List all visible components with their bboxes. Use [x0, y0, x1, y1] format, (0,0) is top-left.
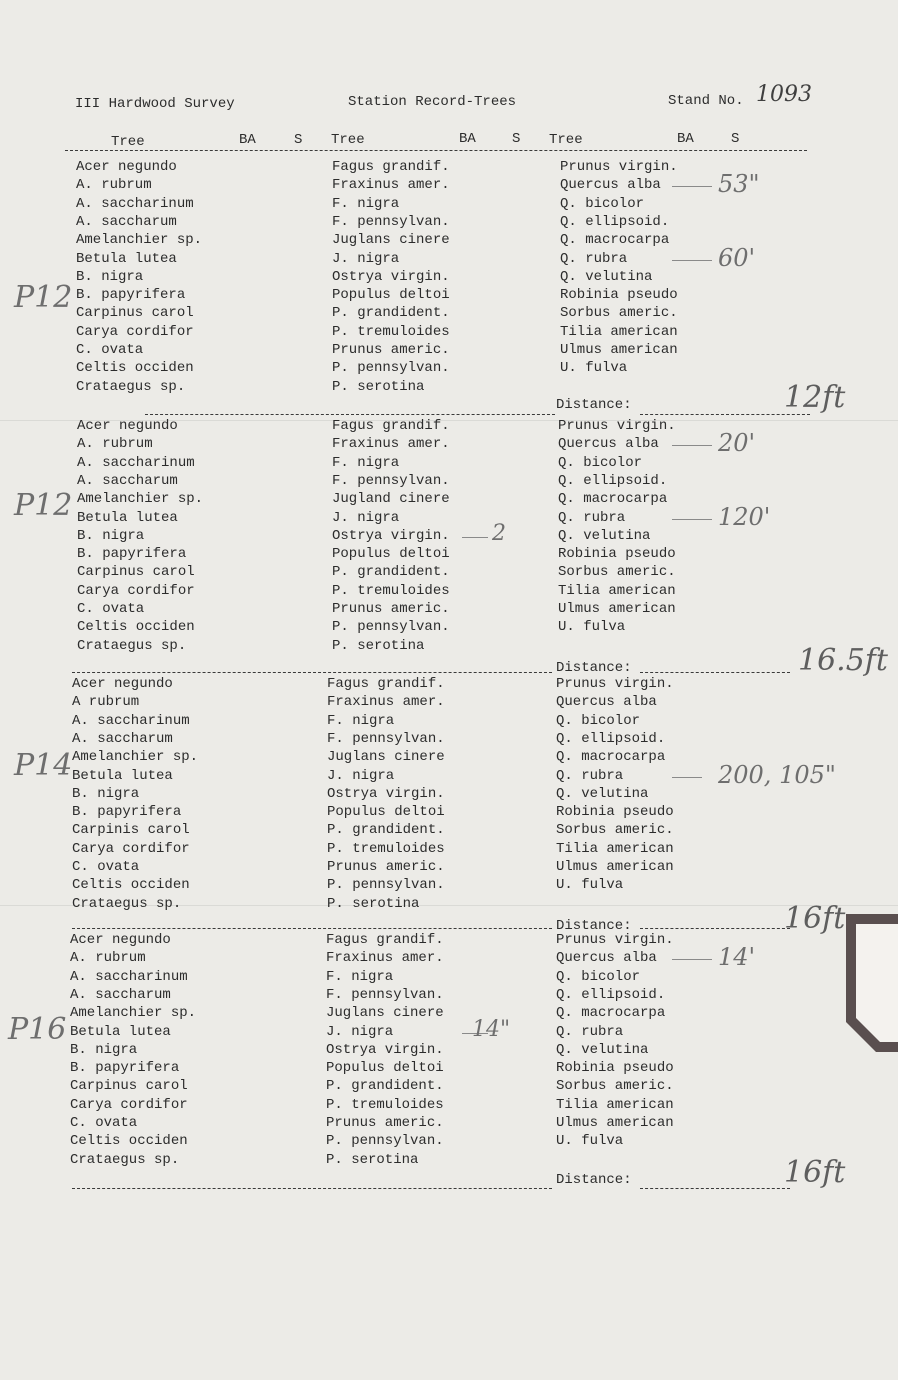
species-entry: Prunus americ.: [332, 342, 450, 358]
species-entry: P. grandident.: [327, 822, 445, 839]
species-entry: Carpinus carol: [70, 1078, 188, 1095]
species-entry: Sorbus americ.: [560, 305, 678, 322]
species-entry: P. pennsylvan.: [326, 1133, 444, 1150]
species-entry: Ostrya virgin.: [332, 527, 450, 544]
species-entry: Prunus virgin.: [558, 418, 676, 434]
species-entry: Betula lutea: [76, 250, 177, 267]
species-entry: Q. velutina: [556, 1041, 649, 1058]
species-entry: Q. ellipsoid.: [556, 730, 666, 747]
section-divider: [72, 1188, 552, 1189]
annotation-leader: [672, 777, 702, 778]
species-entry: Q. ellipsoid.: [560, 213, 670, 230]
species-entry: Betula lutea: [72, 767, 173, 784]
species-entry: Fagus grandif.: [332, 418, 450, 434]
species-entry: Sorbus americ.: [558, 564, 676, 581]
col-header-ba: BA: [239, 132, 256, 148]
species-entry: C. ovata: [70, 1115, 138, 1131]
species-entry: Q. bicolor: [556, 968, 641, 985]
species-entry: Amelanchier sp.: [72, 749, 199, 766]
species-entry: B. papyrifera: [72, 804, 182, 821]
species-entry: Fraxinus amer.: [326, 950, 444, 967]
col-header-ba: BA: [459, 131, 476, 147]
species-entry: Crataegus sp.: [72, 895, 182, 912]
distance-label: Distance:: [556, 397, 632, 413]
species-entry: A. saccharum: [77, 472, 178, 489]
species-entry: Carpinis carol: [72, 822, 190, 839]
col-header-s: S: [731, 131, 740, 147]
species-entry: Prunus virgin.: [560, 159, 678, 175]
species-entry: P. pennsylvan.: [332, 619, 450, 636]
species-entry: P. serotina: [332, 637, 425, 654]
species-entry: Ulmus american: [556, 859, 674, 875]
species-entry: Robinia pseudo: [558, 546, 676, 563]
species-entry: Populus deltoi: [327, 804, 445, 821]
species-entry: Carya cordifor: [77, 582, 195, 599]
annotation-note: 120': [718, 502, 771, 531]
species-entry: F. nigra: [326, 968, 394, 985]
species-entry: Amelanchier sp.: [70, 1005, 197, 1022]
annotation-note: 53": [718, 170, 760, 199]
species-entry: Prunus americ.: [332, 601, 450, 617]
species-entry: Q. rubra: [560, 250, 628, 267]
species-entry: Acer negundo: [76, 159, 177, 175]
species-entry: Fagus grandif.: [327, 676, 445, 692]
annotation-note: 20': [718, 429, 756, 458]
species-entry: Fraxinus amer.: [332, 436, 450, 453]
species-entry: Tilia american: [556, 840, 674, 857]
distance-label: Distance:: [556, 660, 632, 676]
species-entry: Celtis occiden: [70, 1133, 188, 1150]
section-divider: [640, 672, 790, 673]
species-entry: Q. ellipsoid.: [556, 986, 666, 1003]
species-entry: A. rubrum: [77, 436, 153, 453]
species-entry: Sorbus americ.: [556, 1078, 674, 1095]
species-entry: Robinia pseudo: [556, 1060, 674, 1077]
species-entry: Populus deltoi: [326, 1060, 444, 1077]
species-entry: Q. bicolor: [556, 712, 641, 729]
annotation-leader: [462, 537, 488, 538]
distance-label: Distance:: [556, 1172, 632, 1188]
species-entry: Quercus alba: [556, 694, 657, 711]
species-entry: Q. macrocarpa: [560, 232, 670, 249]
annotation-leader: [672, 186, 712, 187]
species-entry: A. saccharinum: [76, 195, 194, 212]
section-divider: [72, 672, 552, 673]
distance-value: 12ft: [784, 380, 846, 415]
species-entry: A. saccharinum: [72, 712, 190, 729]
species-entry: Betula lutea: [77, 509, 178, 526]
species-entry: B. nigra: [76, 268, 144, 285]
annotation-leader: [672, 519, 712, 520]
section-divider: [145, 414, 555, 415]
species-entry: P. pennsylvan.: [332, 360, 450, 377]
species-entry: J. nigra: [327, 767, 395, 784]
species-entry: Carya cordifor: [72, 840, 190, 857]
species-entry: Carpinus carol: [76, 305, 194, 322]
species-entry: F. pennsylvan.: [332, 472, 450, 489]
species-entry: J. nigra: [332, 250, 400, 267]
stand-number: 1093: [756, 82, 812, 107]
species-entry: Q. macrocarpa: [556, 1005, 666, 1022]
species-entry: C. ovata: [77, 601, 145, 617]
col-header-tree: Tree: [111, 134, 145, 150]
species-entry: Q. macrocarpa: [556, 749, 666, 766]
species-entry: B. nigra: [72, 785, 140, 802]
paper-clip-shadow: [842, 910, 898, 1056]
distance-value: 16.5ft: [798, 643, 888, 678]
species-entry: A. saccharum: [76, 213, 177, 230]
species-entry: Q. bicolor: [558, 454, 643, 471]
species-entry: Juglans cinere: [326, 1005, 444, 1022]
annotation-leader: [672, 445, 712, 446]
species-entry: Crataegus sp.: [70, 1151, 180, 1168]
species-entry: Jugland cinere: [332, 491, 450, 508]
species-entry: Amelanchier sp.: [77, 491, 204, 508]
plot-label: P12: [14, 280, 73, 315]
species-entry: Populus deltoi: [332, 546, 450, 563]
species-entry: Carya cordifor: [70, 1096, 188, 1113]
species-entry: Ulmus american: [558, 601, 676, 617]
species-entry: Ulmus american: [556, 1115, 674, 1131]
species-entry: Tilia american: [556, 1096, 674, 1113]
species-entry: B. papyrifera: [76, 287, 186, 304]
distance-value: 16ft: [784, 901, 846, 936]
col-header-s: S: [294, 132, 303, 148]
section-divider: [640, 414, 810, 415]
species-entry: Q. velutina: [556, 785, 649, 802]
species-entry: Q. rubra: [556, 767, 624, 784]
species-entry: Ostrya virgin.: [332, 268, 450, 285]
species-entry: Ulmus american: [560, 342, 678, 358]
annotation-note: 2: [492, 520, 506, 546]
species-entry: Prunus virgin.: [556, 676, 674, 692]
species-entry: Betula lutea: [70, 1023, 171, 1040]
species-entry: A. rubrum: [70, 950, 146, 967]
plot-label: P14: [14, 748, 73, 783]
section-divider: [640, 1188, 790, 1189]
species-entry: P. serotina: [332, 378, 425, 395]
species-entry: Celtis occiden: [72, 877, 190, 894]
species-entry: Q. bicolor: [560, 195, 645, 212]
species-entry: Ostrya virgin.: [327, 785, 445, 802]
species-entry: Acer negundo: [70, 932, 171, 948]
species-entry: P. tremuloides: [326, 1096, 444, 1113]
species-entry: Prunus americ.: [326, 1115, 444, 1131]
species-entry: Sorbus americ.: [556, 822, 674, 839]
species-entry: J. nigra: [326, 1023, 394, 1040]
species-entry: P. grandident.: [332, 564, 450, 581]
species-entry: P. serotina: [326, 1151, 419, 1168]
species-entry: B. papyrifera: [77, 546, 187, 563]
species-entry: F. nigra: [327, 712, 395, 729]
annotation-leader: [672, 959, 712, 960]
stand-label: Stand No.: [668, 93, 744, 109]
species-entry: P. tremuloides: [332, 582, 450, 599]
species-entry: A rubrum: [72, 694, 140, 711]
species-entry: Q. rubra: [558, 509, 626, 526]
species-entry: Q. ellipsoid.: [558, 472, 668, 489]
plot-label: P12: [14, 488, 73, 523]
record-title: Station Record-Trees: [348, 94, 517, 110]
species-entry: P. pennsylvan.: [327, 877, 445, 894]
species-entry: A. saccharum: [70, 986, 171, 1003]
species-entry: Prunus americ.: [327, 859, 445, 875]
species-entry: Quercus alba: [558, 436, 659, 453]
species-entry: Tilia american: [558, 582, 676, 599]
species-entry: P. tremuloides: [332, 323, 450, 340]
col-header-ba: BA: [677, 131, 694, 147]
species-entry: Fagus grandif.: [326, 932, 444, 948]
species-entry: Q. velutina: [560, 268, 653, 285]
col-header-s: S: [512, 131, 521, 147]
species-entry: F. pennsylvan.: [332, 213, 450, 230]
species-entry: F. nigra: [332, 195, 400, 212]
species-entry: Q. rubra: [556, 1023, 624, 1040]
species-entry: P. grandident.: [332, 305, 450, 322]
species-entry: P. grandident.: [326, 1078, 444, 1095]
species-entry: Celtis occiden: [76, 360, 194, 377]
species-entry: U. fulva: [558, 619, 626, 636]
species-entry: Q. macrocarpa: [558, 491, 668, 508]
plot-label: P16: [8, 1012, 67, 1047]
species-entry: J. nigra: [332, 509, 400, 526]
species-entry: C. ovata: [72, 859, 140, 875]
species-entry: Quercus alba: [560, 177, 661, 194]
species-entry: A. saccharum: [72, 730, 173, 747]
species-entry: Celtis occiden: [77, 619, 195, 636]
col-header-tree: Tree: [331, 132, 365, 148]
annotation-note: 14": [472, 1016, 511, 1042]
distance-label: Distance:: [556, 918, 632, 934]
species-entry: P. tremuloides: [327, 840, 445, 857]
species-entry: Juglans cinere: [327, 749, 445, 766]
species-entry: Q. velutina: [558, 527, 651, 544]
species-entry: U. fulva: [556, 877, 624, 894]
col-header-tree: Tree: [549, 132, 583, 148]
annotation-leader: [672, 260, 712, 261]
species-entry: Ostrya virgin.: [326, 1041, 444, 1058]
species-entry: Fagus grandif.: [332, 159, 450, 175]
species-entry: F. pennsylvan.: [327, 730, 445, 747]
species-entry: Fraxinus amer.: [327, 694, 445, 711]
species-entry: Carpinus carol: [77, 564, 195, 581]
species-entry: Crataegus sp.: [77, 637, 187, 654]
species-entry: U. fulva: [556, 1133, 624, 1150]
species-entry: Fraxinus amer.: [332, 177, 450, 194]
species-entry: F. pennsylvan.: [326, 986, 444, 1003]
distance-value: 16ft: [784, 1155, 846, 1190]
species-entry: Robinia pseudo: [560, 287, 678, 304]
annotation-note: 14': [718, 943, 756, 972]
species-entry: B. nigra: [70, 1041, 138, 1058]
section-divider: [640, 928, 790, 929]
species-entry: F. nigra: [332, 454, 400, 471]
species-entry: B. papyrifera: [70, 1060, 180, 1077]
species-entry: A. saccharinum: [77, 454, 195, 471]
species-entry: B. nigra: [77, 527, 145, 544]
species-entry: Populus deltoi: [332, 287, 450, 304]
species-entry: Amelanchier sp.: [76, 232, 203, 249]
species-entry: Acer negundo: [72, 676, 173, 692]
section-divider: [72, 928, 552, 929]
species-entry: A. rubrum: [76, 177, 152, 194]
species-entry: Juglans cinere: [332, 232, 450, 249]
species-entry: P. serotina: [327, 895, 420, 912]
species-entry: Quercus alba: [556, 950, 657, 967]
species-entry: Carya cordifor: [76, 323, 194, 340]
annotation-note: 200, 105": [718, 760, 836, 789]
species-entry: Crataegus sp.: [76, 378, 186, 395]
survey-title: III Hardwood Survey: [75, 96, 235, 112]
species-entry: A. saccharinum: [70, 968, 188, 985]
species-entry: Tilia american: [560, 323, 678, 340]
species-entry: Prunus virgin.: [556, 932, 674, 948]
species-entry: Acer negundo: [77, 418, 178, 434]
species-entry: C. ovata: [76, 342, 144, 358]
species-entry: U. fulva: [560, 360, 628, 377]
annotation-note: 60': [718, 243, 756, 272]
species-entry: Robinia pseudo: [556, 804, 674, 821]
header-divider: [65, 150, 807, 151]
